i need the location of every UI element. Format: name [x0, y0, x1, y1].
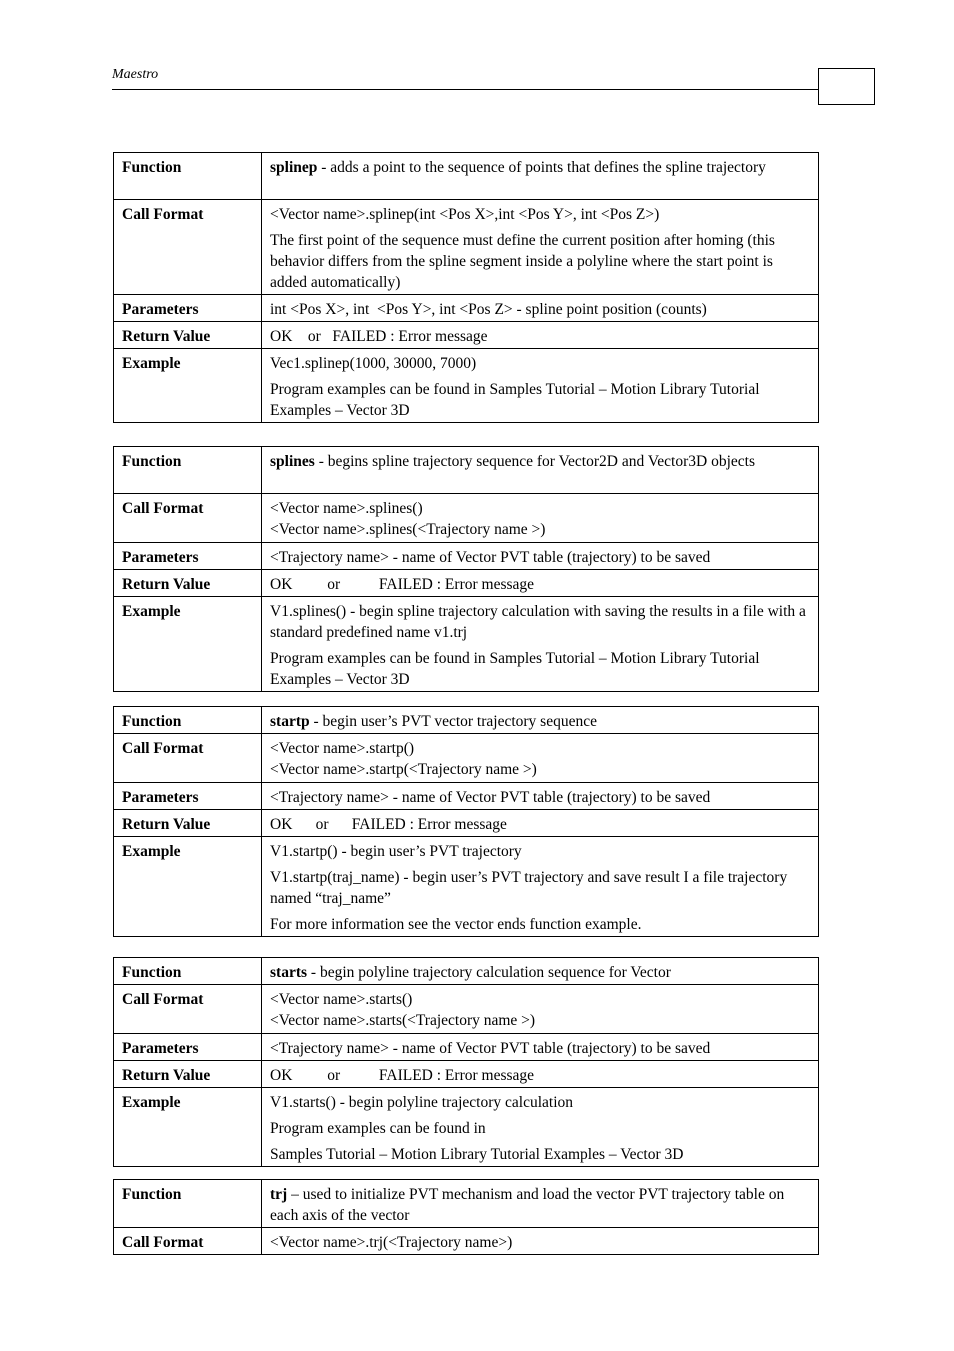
- example-line: For more information see the vector ends function example.: [270, 916, 642, 933]
- call-format-label: Call Format: [114, 200, 262, 295]
- return-value-label: Return Value: [114, 810, 262, 837]
- function-row: [114, 153, 819, 200]
- parameters-row: [114, 783, 819, 810]
- call-format-line: <Vector name>.starts(<Trajectory name >): [270, 1012, 536, 1029]
- function-name: splines: [270, 453, 315, 470]
- function-label: Function: [114, 153, 262, 200]
- example-label: Example: [114, 1088, 262, 1167]
- return-value-row: [114, 1061, 819, 1088]
- call-format-line: <Vector name>.splines(): [270, 500, 423, 517]
- example-row: [114, 597, 819, 692]
- example-line: Samples Tutorial – Motion Library Tutorial Examples – Vector 3D: [270, 1146, 684, 1163]
- startp-table: [113, 706, 819, 937]
- call-format-label: Call Format: [114, 985, 262, 1034]
- parameters-value: int <Pos X>, int <Pos Y>, int <Pos Z> - spline point position (counts): [262, 295, 819, 322]
- function-label: Function: [114, 1180, 262, 1228]
- example-line: V1.starts() - begin polyline trajectory calculation: [270, 1094, 574, 1111]
- call-format-line: <Vector name>.splinep(int <Pos X>,int <Pos Y>, int <Pos Z>): [270, 206, 660, 223]
- trj-table: [113, 1179, 819, 1255]
- page-number-box: [818, 68, 875, 105]
- call-format-label: Call Format: [114, 494, 262, 543]
- return-value-row: [114, 810, 819, 837]
- call-format-row: [114, 1228, 819, 1255]
- example-row: [114, 1088, 819, 1167]
- return-value-value: OK or FAILED : Error message: [262, 322, 819, 349]
- example-row: [114, 349, 819, 423]
- return-value-label: Return Value: [114, 322, 262, 349]
- return-value-label: Return Value: [114, 1061, 262, 1088]
- call-format-value: [262, 200, 819, 295]
- call-format-label: Call Format: [114, 1228, 262, 1255]
- call-format-label: Call Format: [114, 734, 262, 783]
- splinep-table: [113, 152, 819, 423]
- example-line: Program examples can be found in Samples Tutorial – Motion Library Tutorial Examples – Vector 3D: [270, 381, 760, 419]
- function-value: [262, 707, 819, 734]
- header-title: Maestro: [112, 67, 159, 82]
- function-description: - begin user’s PVT vector trajectory sequence: [309, 713, 597, 730]
- call-format-row: [114, 494, 819, 543]
- header-rule: [112, 89, 818, 90]
- parameters-label: Parameters: [114, 1034, 262, 1061]
- return-value-label: Return Value: [114, 570, 262, 597]
- example-value: [262, 349, 819, 423]
- example-line: V1.splines() - begin spline trajectory calculation with saving the results in a file with a standard predefined name v1.trj: [270, 603, 806, 641]
- function-label: Function: [114, 447, 262, 494]
- function-row: [114, 1180, 819, 1228]
- function-description: - adds a point to the sequence of points that defines the spline trajectory: [317, 159, 766, 176]
- call-format-line: <Vector name>.starts(): [270, 991, 413, 1008]
- example-line: Program examples can be found in Samples Tutorial – Motion Library Tutorial Examples – Vector 3D: [270, 650, 760, 688]
- example-row: [114, 837, 819, 937]
- function-label: Function: [114, 958, 262, 985]
- function-row: [114, 447, 819, 494]
- parameters-label: Parameters: [114, 543, 262, 570]
- example-label: Example: [114, 837, 262, 937]
- call-format-value: [262, 494, 819, 543]
- function-value: [262, 153, 819, 200]
- parameters-row: [114, 543, 819, 570]
- call-format-row: [114, 985, 819, 1034]
- parameters-row: [114, 295, 819, 322]
- call-format-row: [114, 734, 819, 783]
- call-format-line: <Vector name>.splines(<Trajectory name >): [270, 521, 546, 538]
- call-format-value: [262, 985, 819, 1034]
- parameters-value: <Trajectory name> - name of Vector PVT table (trajectory) to be saved: [262, 543, 819, 570]
- function-value: [262, 447, 819, 494]
- function-name: starts: [270, 964, 308, 981]
- return-value-value: OK or FAILED : Error message: [262, 1061, 819, 1088]
- splines-table: [113, 446, 819, 692]
- function-description: - begins spline trajectory sequence for Vector2D and Vector3D objects: [314, 453, 755, 470]
- return-value-value: OK or FAILED : Error message: [262, 810, 819, 837]
- parameters-row: [114, 1034, 819, 1061]
- function-name: startp: [270, 713, 310, 730]
- example-value: [262, 837, 819, 937]
- example-line: Program examples can be found in: [270, 1120, 486, 1137]
- example-value: [262, 597, 819, 692]
- call-format-line: <Vector name>.startp(<Trajectory name >): [270, 761, 537, 778]
- function-description: – used to initialize PVT mechanism and load the vector PVT trajectory table on each axis of the vector: [270, 1186, 785, 1224]
- parameters-label: Parameters: [114, 783, 262, 810]
- function-name: trj: [270, 1186, 288, 1203]
- function-description: - begin polyline trajectory calculation sequence for Vector: [307, 964, 671, 981]
- return-value-value: OK or FAILED : Error message: [262, 570, 819, 597]
- call-format-value: [262, 734, 819, 783]
- function-value: [262, 958, 819, 985]
- parameters-value: <Trajectory name> - name of Vector PVT table (trajectory) to be saved: [262, 783, 819, 810]
- call-format-note: The first point of the sequence must define the current position after homing (this behavior differs from the spline segment inside a polyline where the start point is added automatically): [270, 232, 775, 291]
- function-row: [114, 958, 819, 985]
- function-label: Function: [114, 707, 262, 734]
- example-label: Example: [114, 349, 262, 423]
- starts-table: [113, 957, 819, 1167]
- return-value-row: [114, 570, 819, 597]
- return-value-row: [114, 322, 819, 349]
- call-format-value: <Vector name>.trj(<Trajectory name>): [262, 1228, 819, 1255]
- example-line: V1.startp() - begin user’s PVT trajectory: [270, 843, 522, 860]
- example-line: Vec1.splinep(1000, 30000, 7000): [270, 355, 477, 372]
- function-row: [114, 707, 819, 734]
- example-line: V1.startp(traj_name) - begin user’s PVT trajectory and save result I a file trajectory named “traj_name”: [270, 869, 788, 907]
- call-format-row: [114, 200, 819, 295]
- parameters-value: <Trajectory name> - name of Vector PVT table (trajectory) to be saved: [262, 1034, 819, 1061]
- function-name: splinep: [270, 159, 318, 176]
- example-value: [262, 1088, 819, 1167]
- function-value: [262, 1180, 819, 1228]
- example-label: Example: [114, 597, 262, 692]
- call-format-line: <Vector name>.startp(): [270, 740, 415, 757]
- parameters-label: Parameters: [114, 295, 262, 322]
